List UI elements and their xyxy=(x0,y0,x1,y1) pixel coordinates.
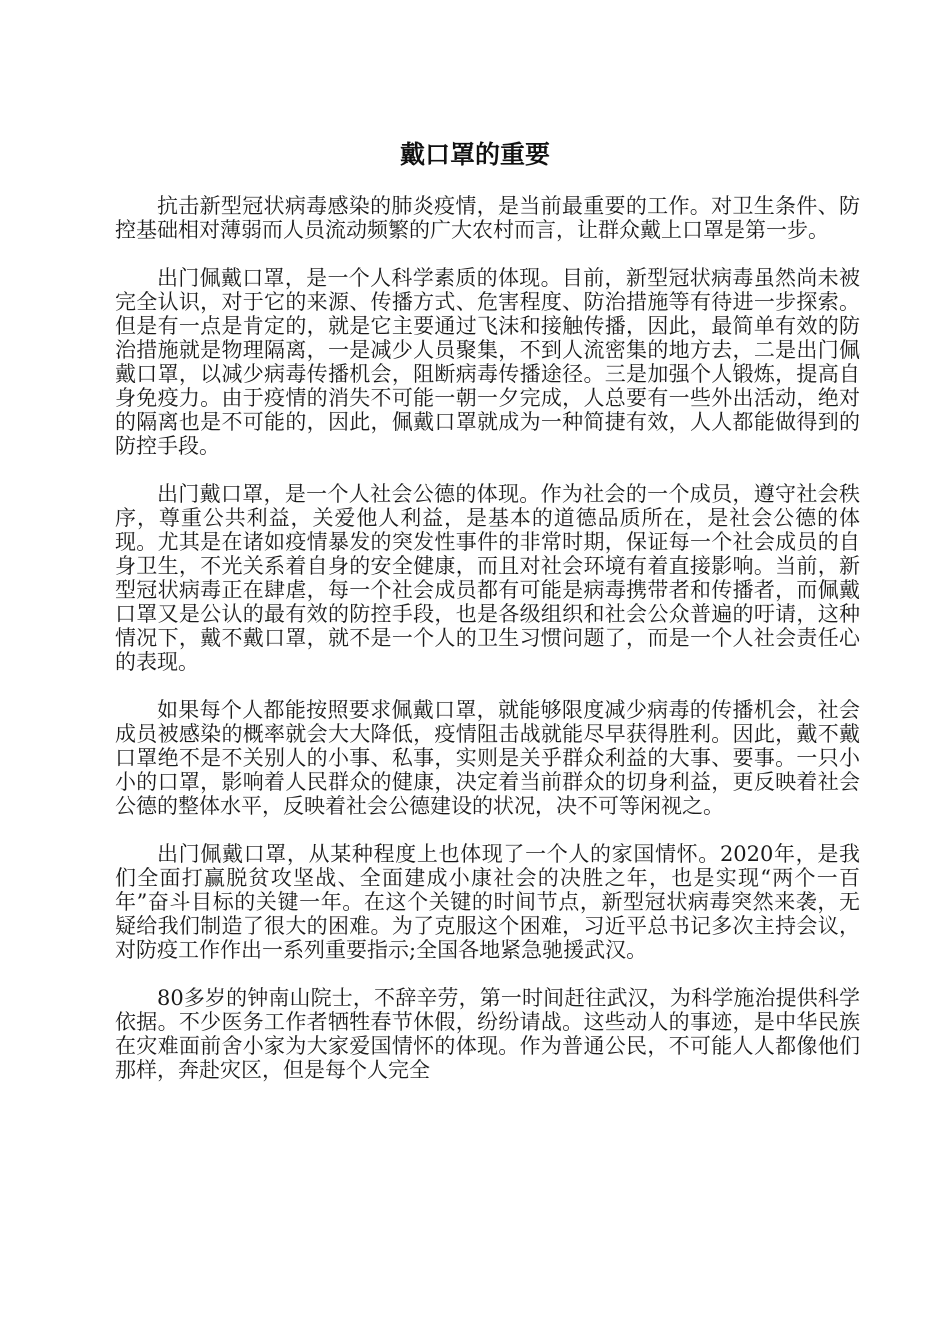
paragraph-1: 抗击新型冠状病毒感染的肺炎疫情，是当前最重要的工作。对卫生条件、防控基础相对薄弱而人员流动频繁的广大农村而言，让群众戴上口罩是第一步。 xyxy=(115,194,860,242)
page-title: 戴口罩的重要 xyxy=(399,140,550,169)
paragraph-3: 出门戴口罩，是一个人社会公德的体现。作为社会的一个成员，遵守社会秩序，尊重公共利益，关爱他人利益，是基本的道德品质所在，是社会公德的体现。尤其是在诸如疫情暴发的突发性事件的非常时期，保证每一个社会成员的自身卫生，不光关系着自身的安全健康，而且对社会环境有着直接影响。当前，新型冠状病毒正在肆虐，每一个社会成员都有可能是病毒携带者和传播者，而佩戴口罩又是公认的最有效的防控手段，也是各级组织和社会公众普遍的吁请，这种情况下，戴不戴口罩，就不是一个人的卫生习惯问题了，而是一个人社会责任心的表现。 xyxy=(115,482,860,674)
paragraph-4: 如果每个人都能按照要求佩戴口罩，就能够限度减少病毒的传播机会，社会成员被感染的概率就会大大降低，疫情阻击战就能尽早获得胜利。因此，戴不戴口罩绝不是不关别人的小事、私事，实则是关乎群众利益的大事、要事。一只小小的口罩，影响着人民群众的健康，决定着当前群众的切身利益，更反映着社会公德的整体水平，反映着社会公德建设的状况，决不可等闲视之。 xyxy=(115,698,860,818)
article-body xyxy=(115,194,860,1106)
paragraph-2: 出门佩戴口罩，是一个人科学素质的体现。目前，新型冠状病毒虽然尚未被完全认识，对于它的来源、传播方式、危害程度、防治措施等有待进一步探索。但是有一点是肯定的，就是它主要通过飞沫和接触传播，因此，最简单有效的防治措施就是物理隔离，一是减少人员聚集，不到人流密集的地方去，二是出门佩戴口罩，以减少病毒传播机会，阻断病毒传播途径。三是加强个人锻炼，提高自身免疫力。由于疫情的消失不可能一朝一夕完成，人总要有一些外出活动，绝对的隔离也是不可能的，因此，佩戴口罩就成为一种简捷有效，人人都能做得到的防控手段。 xyxy=(115,266,860,458)
paragraph-5: 出门佩戴口罩，从某种程度上也体现了一个人的家国情怀。2020年，是我们全面打赢脱贫攻坚战、全面建成小康社会的决胜之年，也是实现“两个一百年”奋斗目标的关键一年。在这个关键的时间节点，新型冠状病毒突然来袭，无疑给我们制造了很大的困难。为了克服这个困难，习近平总书记多次主持会议，对防疫工作作出一系列重要指示;全国各地紧急驰援武汉。 xyxy=(115,842,860,962)
paragraph-6: 80多岁的钟南山院士，不辞辛劳，第一时间赶往武汉，为科学施治提供科学依据。不少医务工作者牺牲春节休假，纷纷请战。这些动人的事迹，是中华民族在灾难面前舍小家为大家爱国情怀的体现。作为普通公民，不可能人人都像他们那样，奔赴灾区，但是每个人完全 xyxy=(115,986,860,1082)
